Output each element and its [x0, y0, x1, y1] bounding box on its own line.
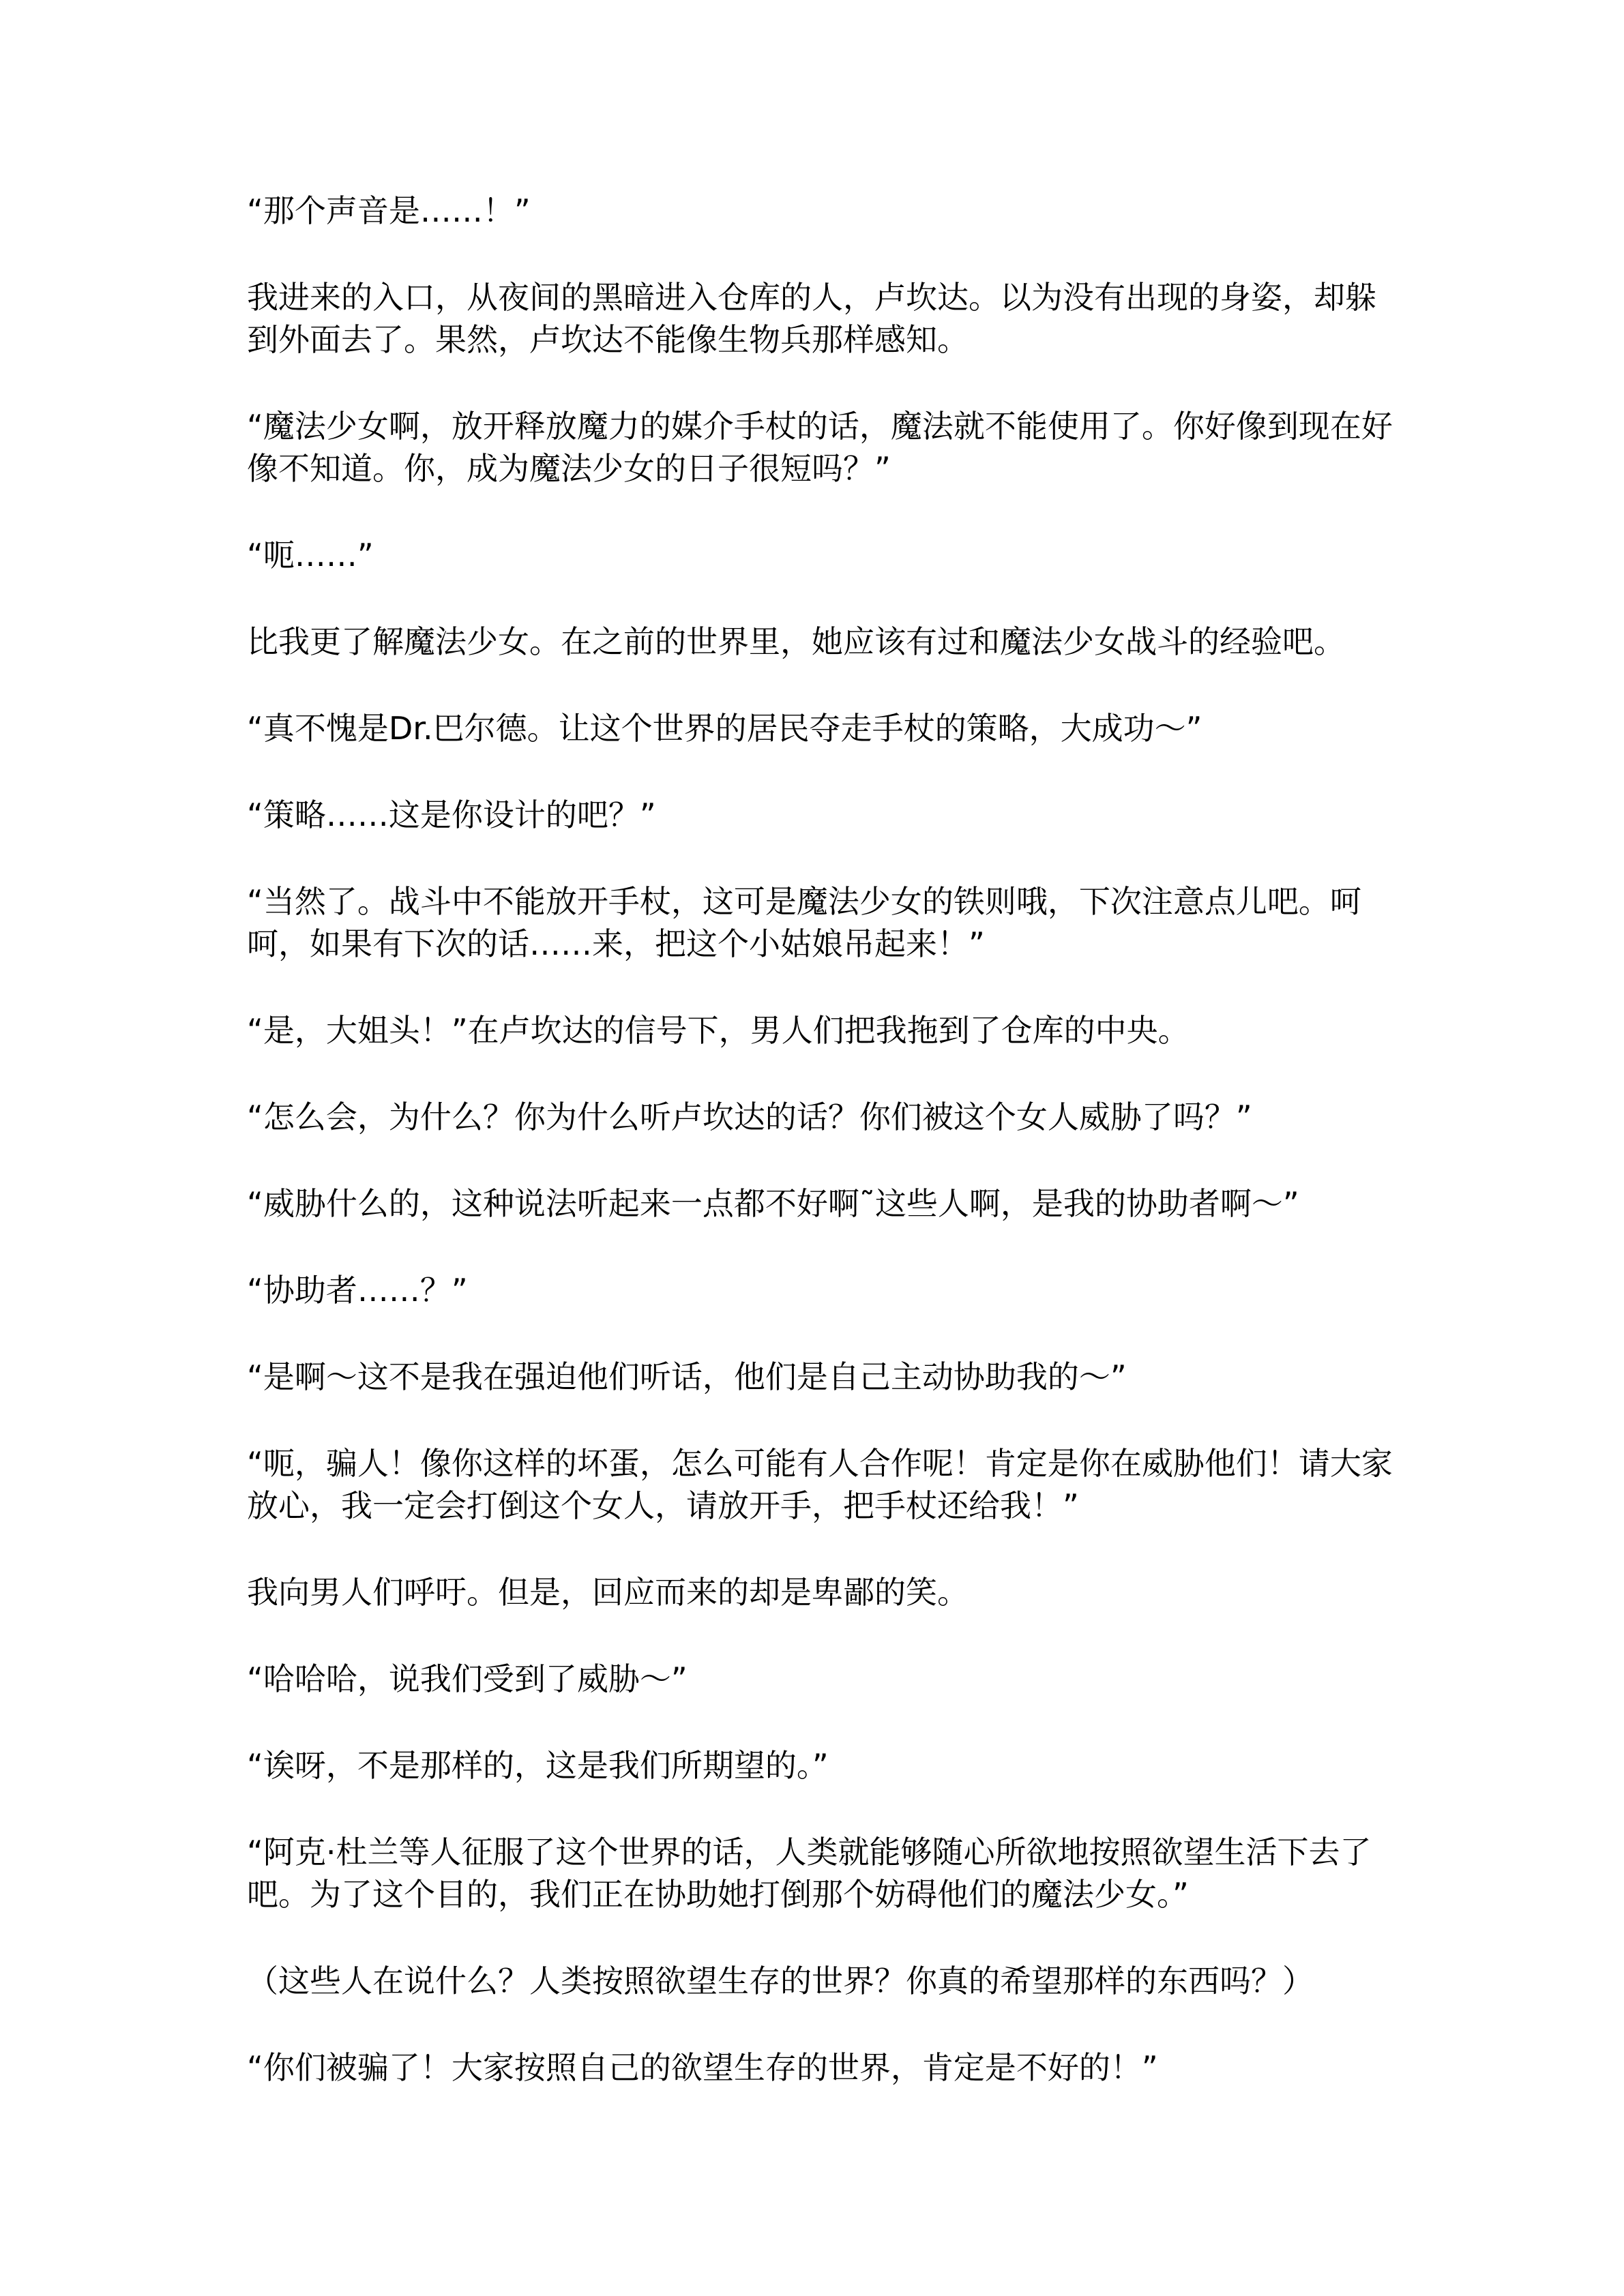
- paragraph: “阿克·杜兰等人征服了这个世界的话，人类就能够随心所欲地按照欲望生活下去了吧。为了这个目的，我们正在协助她打倒那个妨碍他们的魔法少女。”: [247, 1834, 1372, 1913]
- paragraph: “呃，骗人！像你这样的坏蛋，怎么可能有人合作呢！肯定是你在威胁他们！请大家放心，我一定会打倒这个女人，请放开手，把手杖还给我！”: [247, 1445, 1393, 1524]
- paragraph: “协助者……？”: [247, 1272, 468, 1309]
- paragraph: （这些人在说什么？人类按照欲望生存的世界？你真的希望那样的东西吗？）: [247, 1963, 1314, 1999]
- paragraph: “那个声音是……！”: [247, 192, 531, 229]
- paragraph: “怎么会，为什么？你为什么听卢坎达的话？你们被这个女人威胁了吗？”: [247, 1099, 1252, 1135]
- paragraph: “你们被骗了！大家按照自己的欲望生存的世界，肯定是不好的！”: [247, 2049, 1158, 2086]
- document-page: [247, 190, 1400, 2133]
- paragraph: 比我更了解魔法少女。在之前的世界里，她应该有过和魔法少女战斗的经验吧。: [247, 623, 1345, 660]
- paragraph: “威胁什么的，这种说法听起来一点都不好啊˜这些人啊，是我的协助者啊～”: [247, 1185, 1299, 1222]
- paragraph: “呃……”: [247, 537, 374, 573]
- paragraph: “哈哈哈，说我们受到了威胁～”: [247, 1660, 688, 1697]
- paragraph: “是啊～这不是我在强迫他们听话，他们是自己主动协助我的～”: [247, 1358, 1127, 1395]
- paragraph: “真不愧是Dr.巴尔德。让这个世界的居民夺走手杖的策略，大成功～”: [247, 710, 1202, 747]
- paragraph: “当然了。战斗中不能放开手杖，这可是魔法少女的铁则哦，下次注意点儿吧。呵呵，如果有下次的话……来，把这个小姑娘吊起来！”: [247, 883, 1361, 962]
- paragraph: 我向男人们呼吁。但是，回应而来的却是卑鄙的笑。: [247, 1574, 969, 1611]
- paragraph: 我进来的入口，从夜间的黑暗进入仓库的人，卢坎达。以为没有出现的身姿，却躲到外面去了。果然，卢坎达不能像生物兵那样感知。: [247, 279, 1376, 358]
- paragraph: “魔法少女啊，放开释放魔力的媒介手杖的话，魔法就不能使用了。你好像到现在好像不知道。你，成为魔法少女的日子很短吗？”: [247, 408, 1393, 487]
- paragraph: “诶呀，不是那样的，这是我们所期望的。”: [247, 1747, 829, 1784]
- paragraph: “策略……这是你设计的吧？”: [247, 796, 656, 833]
- paragraph: “是，大姐头！”在卢坎达的信号下，男人们把我拖到了仓库的中央。: [247, 1012, 1190, 1049]
